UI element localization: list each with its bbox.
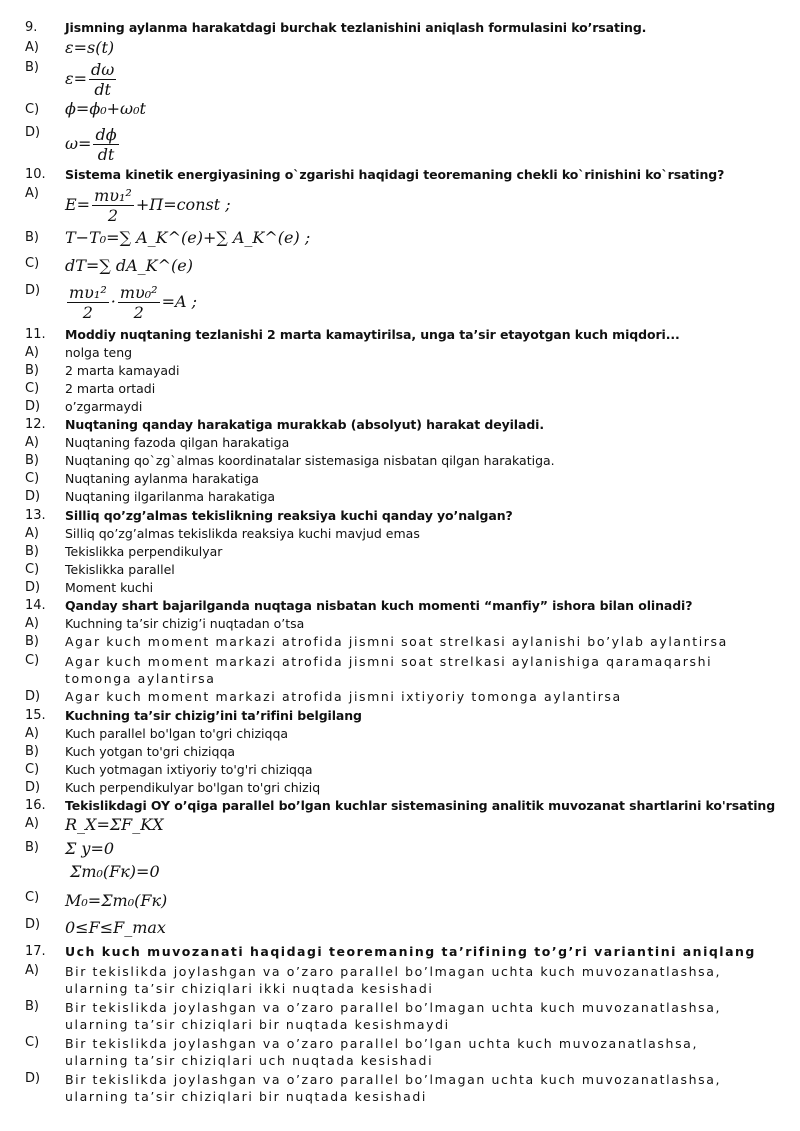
option-text: Tekislikka parallel xyxy=(65,562,175,577)
question-number: 17. xyxy=(25,944,46,959)
option-text: Bir tekislikda joylashgan va o’zaro parallel bo’lmagan uchta kuch muvozanatlashsa, ularning ta’sir chiziqlari bir nuqtada kesishadi xyxy=(65,1072,722,1104)
option-text: Nuqtaning fazoda qilgan harakatiga xyxy=(65,435,290,450)
question-text: Silliq qo’zg’almas tekislikning reaksiya kuchi qanday yo’nalgan? xyxy=(65,508,513,523)
fraction xyxy=(92,186,134,225)
denominator: dt xyxy=(89,79,116,99)
option-text: nolga teng xyxy=(65,345,133,360)
question-text: Jismning aylanma harakatdagi burchak tezlanishini aniqlash formulasini ko’rsating. xyxy=(65,20,647,35)
option-label: A) xyxy=(25,816,39,831)
option-label: D) xyxy=(25,399,41,414)
option-text: Moment kuchi xyxy=(65,580,154,595)
formula-lhs: E= xyxy=(65,195,91,214)
fraction xyxy=(93,125,118,164)
option-text: Kuch yotgan to'gri chiziqqa xyxy=(65,744,236,759)
option-text: Tekislikka perpendikulyar xyxy=(65,544,223,559)
option-label: D) xyxy=(25,780,41,795)
option-text: Kuch parallel bo'lgan to'gri chiziqqa xyxy=(65,726,289,741)
fraction xyxy=(89,60,116,99)
formula-rest: =A ; xyxy=(161,292,197,311)
formula: dT=∑ dA_K^(e) xyxy=(65,256,193,275)
formula: ϕ=ϕ₀+ω₀t xyxy=(65,99,146,118)
formula: ε=s(t) xyxy=(65,38,115,57)
denominator: 2 xyxy=(118,302,160,322)
question-number: 11. xyxy=(25,327,46,342)
formula-rest: +Π=const ; xyxy=(135,195,231,214)
numerator: dϕ xyxy=(95,125,117,144)
question-number: 16. xyxy=(25,798,46,813)
numerator: mυ₁² xyxy=(94,186,132,205)
formula: Σm₀(Fк)=0 xyxy=(70,862,160,881)
fraction xyxy=(118,283,160,322)
numerator: mυ₁² xyxy=(69,283,107,302)
option-label: A) xyxy=(25,186,39,201)
option-label: A) xyxy=(25,345,39,360)
option-text: Silliq qo’zg’almas tekislikda reaksiya kuchi mavjud emas xyxy=(65,526,420,541)
question-number: 9. xyxy=(25,20,38,35)
denominator: 2 xyxy=(92,205,134,225)
numerator: dω xyxy=(91,60,115,79)
question-text: Tekislikdagi OY o’qiga parallel bo’lgan kuchlar sistemasining analitik muvozanat shartlarini ko'rsating xyxy=(65,798,776,813)
question-text: Kuchning ta’sir chizig’ini ta’rifini belgilang xyxy=(65,708,362,723)
option-label: C) xyxy=(25,653,40,668)
option-label: B) xyxy=(25,544,39,559)
option-label: A) xyxy=(25,726,39,741)
option-label: A) xyxy=(25,40,39,55)
question-text: Nuqtaning qanday harakatiga murakkab (absolyut) harakat deyiladi. xyxy=(65,417,545,432)
question-text: Qanday shart bajarilganda nuqtaga nisbatan kuch momenti “manfiy” ishora bilan olinadi? xyxy=(65,598,693,613)
option-label: C) xyxy=(25,1035,40,1050)
option-label: B) xyxy=(25,453,39,468)
option-text: Bir tekislikda joylashgan va o’zaro parallel bo’lmagan uchta kuch muvozanatlashsa, ularning ta’sir chiziqlari ikki nuqtada kesishadi xyxy=(65,964,722,996)
option-label: C) xyxy=(25,562,40,577)
formula xyxy=(65,60,118,99)
question-number: 13. xyxy=(25,508,46,523)
option-label: C) xyxy=(25,256,40,271)
option-text: Kuch perpendikulyar bo'lgan to'gri chiziq xyxy=(65,780,321,795)
question-text: Uch kuch muvozanati haqidagi teoremaning ta’rifining to’g’ri variantini aniqlang xyxy=(65,944,756,959)
denominator: 2 xyxy=(67,302,109,322)
formula-lhs: ε= xyxy=(65,69,87,88)
question-number: 15. xyxy=(25,708,46,723)
numerator: mυ₀² xyxy=(119,283,158,302)
option-label: B) xyxy=(25,60,39,75)
formula-lhs: ω= xyxy=(65,134,92,153)
denominator: dt xyxy=(93,144,118,164)
option-label: D) xyxy=(25,917,41,932)
formula: M₀=Σm₀(Fк) xyxy=(65,891,168,910)
formula: Σ y=0 xyxy=(65,839,115,858)
option-label: B) xyxy=(25,230,39,245)
option-text: Agar kuch moment markazi atrofida jismni soat strelkasi aylanishi bo’ylab aylantirsa xyxy=(65,634,728,649)
formula xyxy=(65,283,197,322)
option-text: 2 marta kamayadi xyxy=(65,363,180,378)
question-number: 14. xyxy=(25,598,46,613)
option-text: Agar kuch moment markazi atrofida jismni ixtiyoriy tomonga aylantirsa xyxy=(65,689,622,704)
option-label: D) xyxy=(25,489,41,504)
fraction xyxy=(67,283,109,322)
formula xyxy=(65,186,231,225)
option-text: Bir tekislikda joylashgan va o’zaro parallel bo’lmagan uchta kuch muvozanatlashsa, ularning ta’sir chiziqlari bir nuqtada kesishmaydi xyxy=(65,1000,722,1032)
formula: 0≤F≤F_max xyxy=(65,918,166,937)
question-text: Moddiy nuqtaning tezlanishi 2 marta kamaytirilsa, unga ta’sir etayotgan kuch miqdori... xyxy=(65,327,680,342)
option-label: A) xyxy=(25,526,39,541)
option-label: A) xyxy=(25,435,39,450)
option-label: C) xyxy=(25,471,40,486)
question-text: Sistema kinetik energiyasining o`zgarishi haqidagi teoremaning chekli ko`rinishini ko`rsating? xyxy=(65,167,725,182)
option-label: B) xyxy=(25,840,39,855)
formula-separator: · xyxy=(110,292,116,311)
option-text: o’zgarmaydi xyxy=(65,399,143,414)
formula: T−T₀=∑ A_K^(e)+∑ A_K^(e) ; xyxy=(65,228,311,247)
option-label: C) xyxy=(25,762,40,777)
formula: R_X=ΣF_KX xyxy=(65,815,164,834)
option-label: C) xyxy=(25,102,40,117)
option-label: D) xyxy=(25,125,41,140)
option-label: B) xyxy=(25,999,39,1014)
option-label: D) xyxy=(25,580,41,595)
option-label: B) xyxy=(25,744,39,759)
question-number: 10. xyxy=(25,167,46,182)
option-label: D) xyxy=(25,689,41,704)
option-label: A) xyxy=(25,616,39,631)
option-label: C) xyxy=(25,890,40,905)
question-number: 12. xyxy=(25,417,46,432)
option-label: B) xyxy=(25,634,39,649)
formula xyxy=(65,125,121,164)
option-label: D) xyxy=(25,283,41,298)
option-label: C) xyxy=(25,381,40,396)
option-text: Bir tekislikda joylashgan va o’zaro parallel bo’lgan uchta kuch muvozanatlashsa, ularning ta’sir chiziqlari uch nuqtada kesishadi xyxy=(65,1036,699,1068)
option-text: Agar kuch moment markazi atrofida jismni soat strelkasi aylanishiga qaramaqarshi tomonga aylantirsa xyxy=(65,654,713,686)
option-text: Kuch yotmagan ixtiyoriy to'g'ri chiziqqa xyxy=(65,762,313,777)
option-text: Nuqtaning qo`zg`almas koordinatalar sistemasiga nisbatan qilgan harakatiga. xyxy=(65,453,555,468)
option-label: D) xyxy=(25,1071,41,1086)
option-text: Kuchning ta’sir chizig’i nuqtadan o’tsa xyxy=(65,616,305,631)
option-label: A) xyxy=(25,963,39,978)
option-text: Nuqtaning aylanma harakatiga xyxy=(65,471,259,486)
option-text: 2 marta ortadi xyxy=(65,381,156,396)
option-text: Nuqtaning ilgarilanma harakatiga xyxy=(65,489,276,504)
option-label: B) xyxy=(25,363,39,378)
